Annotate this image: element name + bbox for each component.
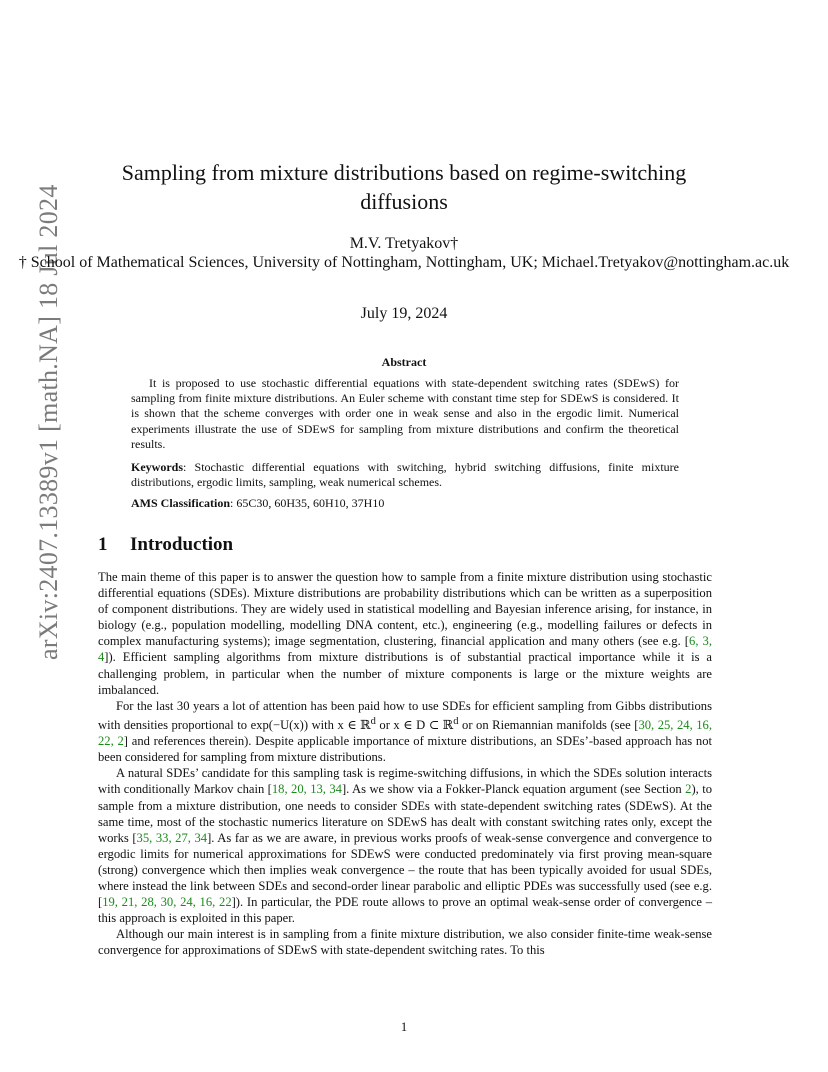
paragraph-text: ]). In particular, the PDE route allows to prove an optimal weak-sense order of convergence – this approach is exploited in this paper. (98, 895, 712, 926)
ams-classification (131, 496, 679, 511)
paragraph-text: For the last 30 years a lot of attention has been paid how to use SDEs for efficient sampling from Gibbs distributions with densities proportional to exp(−U(x)) with x ∈ ℝ (98, 698, 712, 733)
paper-date: July 19, 2024 (360, 305, 448, 322)
citation-link[interactable]: 18, 20, 13, 34 (271, 782, 342, 797)
arxiv-stamp-text: arXiv:2407.13389v1 [math.NA] 18 Jul 2024 (34, 184, 63, 660)
abstract-text: It is proposed to use stochastic differential equations with state-dependent switching rates (SDEwS) for sampling from finite mixture distributions. An Euler scheme with constant time step for SDEwS is considered. It is shown that the scheme converges with order one in weak sense and also in the ergodic limit. Numerical experiments illustrate the use of SDEwS for sampling from mixture distributions and confirm the theoretical results. (131, 376, 679, 451)
paragraph-2 (98, 698, 712, 766)
paragraph-text: or x ∈ D ⊂ ℝ (375, 718, 454, 733)
section-heading (98, 534, 233, 556)
paragraph-text: ]. As far as we are aware, in previous works proofs of weak-sense convergence and convergence to ergodic limits for numerical approximations for SDEwS were conducted predominately via first proving mean-square (strong) convergence which then implies weak convergence – the route that has been typically avoided for usual SDEs, where instead the link between SDEs and second-order linear parabolic and elliptic PDEs was successfully used (see e.g. [ (98, 830, 712, 910)
superscript: d (453, 715, 459, 727)
author-affiliation: † School of Mathematical Sciences, University of Nottingham, Nottingham, UK; Michael.Tretyakov@nottingham.ac.uk (18, 254, 790, 271)
section-number: 1 (98, 534, 108, 555)
ams-text: : 65C30, 60H35, 60H10, 37H10 (230, 496, 385, 510)
keywords (131, 460, 679, 490)
superscript: d (370, 715, 376, 727)
section-body (98, 569, 712, 958)
paragraph-text: ]. As we show via a Fokker-Planck equation argument (see Section (341, 782, 686, 797)
abstract-heading: Abstract (381, 355, 427, 369)
citation-link[interactable]: 6, 3, 4 (98, 634, 712, 665)
page-number: 1 (400, 1020, 408, 1034)
paragraph-text: Although our main interest is in sampling from a finite mixture distribution, we also consider finite-time weak-sense convergence for approximations of SDEwS with state-dependent switching rates. To this (98, 927, 712, 958)
paragraph-1 (98, 569, 712, 698)
paragraph-text: A natural SDEs’ candidate for this sampling task is regime-switching diffusions, in which the SDEs solution interacts with conditionally Markov chain [ (98, 766, 712, 797)
keywords-text: : Stochastic differential equations with switching, hybrid switching diffusions, finite mixture distributions, ergodic limits, sampling, weak numerical schemes. (131, 460, 679, 490)
author-name: M.V. Tretyakov† (349, 235, 459, 252)
paragraph-text: The main theme of this paper is to answer the question how to sample from a finite mixture distribution using stochastic differential equations (SDEs). Mixture distributions are probability distributions which can be written as a superposition of component distributions. They are widely used in statistical modelling and Bayesian inference arising, for instance, in biology (e.g., population modelling, modelling DNA content, etc.), engineering (e.g., modelling failures or defects in complex manufacturing systems); image segmentation, clustering, financial application and many others (see e.g. [ (98, 570, 712, 649)
section-link[interactable]: 2 (685, 782, 692, 797)
citation-link[interactable]: 30, 25, 24, 16, 22, 2 (98, 718, 712, 749)
paragraph-3 (98, 765, 712, 926)
paragraph-text: ]). Efficient sampling algorithms from mixture distributions is of substantial practical importance while it is a challenging problem, in particular when the number of mixture components is large or the mixture weights are imbalanced. (98, 650, 712, 697)
ams-label: AMS Classification (131, 496, 230, 510)
section-title: Introduction (130, 534, 234, 555)
citation-link[interactable]: 19, 21, 28, 30, 24, 16, 22 (102, 895, 232, 910)
paragraph-text: ] and references therein). Despite applicable importance of mixture distributions, an SDEs’-based approach has not been considered for sampling from mixture distributions. (98, 734, 713, 765)
paragraph-text: ), to sample from a mixture distribution, one needs to consider SDEs with state-dependent switching rates (SDEwS). At the same time, most of the stochastic numerics literature on SDEwS has dealt with constant switching rates only, except the works [ (98, 782, 712, 845)
paper-title: Sampling from mixture distributions based on regime-switching diffusions (121, 160, 687, 214)
paragraph-4 (98, 926, 712, 958)
paragraph-text: or on Riemannian manifolds (see [ (458, 718, 639, 733)
citation-link[interactable]: 35, 33, 27, 34 (136, 830, 208, 845)
keywords-label: Keywords (131, 460, 183, 474)
